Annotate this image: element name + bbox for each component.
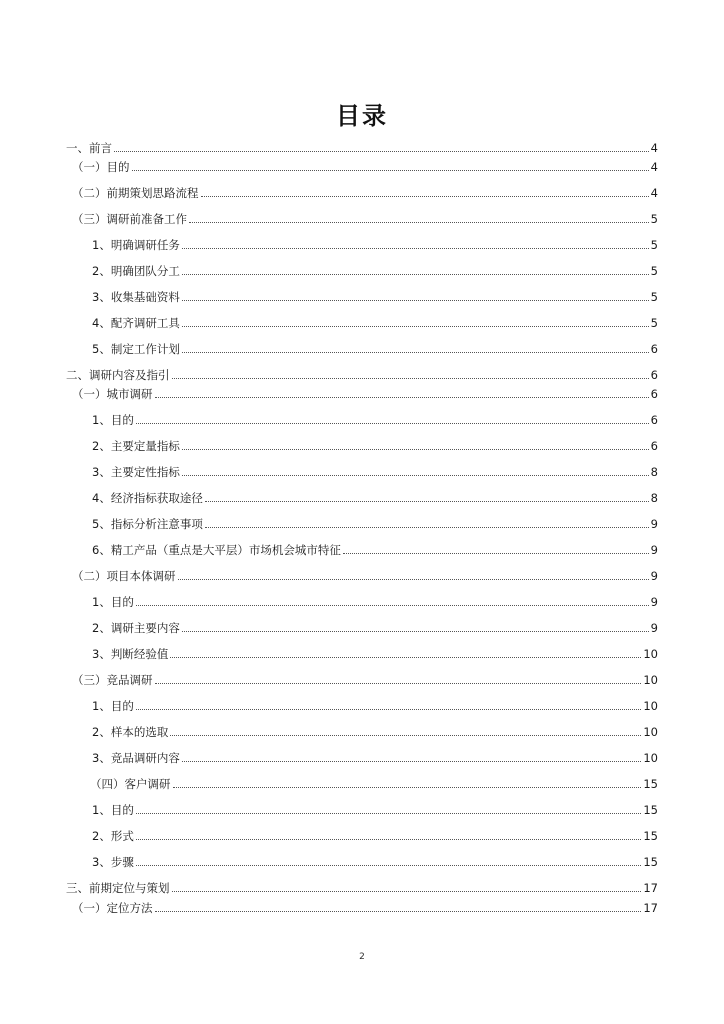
leader-dots (136, 709, 642, 710)
toc-entry-page: 17 (643, 881, 658, 895)
leader-dots (182, 248, 649, 249)
leader-dots (170, 657, 641, 658)
toc-entry[interactable] (72, 186, 658, 200)
toc-entry-page: 15 (643, 829, 658, 843)
toc-entry-label: 5、指标分析注意事项 (92, 517, 203, 531)
toc-entry-label: 3、主要定性指标 (92, 465, 180, 479)
toc-entry-label: 三、前期定位与策划 (66, 881, 170, 895)
leader-dots (136, 423, 649, 424)
toc-entry-page: 9 (650, 517, 658, 531)
toc-entry-page: 9 (650, 569, 658, 583)
toc-entry[interactable] (92, 621, 658, 635)
toc-entry-label: 3、收集基础资料 (92, 290, 180, 304)
toc-entry[interactable] (66, 141, 658, 155)
toc-entry[interactable] (66, 368, 658, 382)
toc-entry[interactable] (92, 725, 658, 739)
toc-entry[interactable] (66, 881, 658, 895)
toc-entry[interactable] (92, 465, 658, 479)
toc-entry-label: 3、步骤 (92, 855, 134, 869)
toc-entry-page: 6 (650, 413, 658, 427)
leader-dots (136, 605, 649, 606)
toc-entry[interactable] (92, 264, 658, 278)
leader-dots (201, 196, 649, 197)
toc-entry-page: 8 (650, 465, 658, 479)
toc-entry[interactable] (92, 517, 658, 531)
toc-entry-page: 10 (643, 647, 658, 661)
toc-entry-label: 2、形式 (92, 829, 134, 843)
toc-entry[interactable] (90, 777, 658, 791)
toc-entry-label: 1、明确调研任务 (92, 238, 180, 252)
leader-dots (182, 761, 642, 762)
leader-dots (172, 378, 649, 379)
toc-entry-page: 15 (643, 803, 658, 817)
toc-entry-label: 1、目的 (92, 803, 134, 817)
toc-entry-page: 10 (643, 673, 658, 687)
toc-entry[interactable] (92, 238, 658, 252)
leader-dots (182, 352, 649, 353)
toc-entry[interactable] (92, 491, 658, 505)
toc-entry-page: 6 (650, 387, 658, 401)
toc-entry-page: 6 (650, 439, 658, 453)
page-title: 目录 (336, 102, 388, 130)
toc-entry-label: （一）城市调研 (72, 387, 153, 401)
toc-entry[interactable] (72, 901, 658, 915)
leader-dots (205, 527, 649, 528)
leader-dots (136, 813, 642, 814)
toc-entry[interactable] (92, 699, 658, 713)
toc-entry-label: 二、调研内容及指引 (66, 368, 170, 382)
toc-entry-label: （二）项目本体调研 (72, 569, 176, 583)
toc-entry-page: 5 (650, 264, 658, 278)
toc-entry-label: 4、经济指标获取途径 (92, 491, 203, 505)
toc-entry[interactable] (92, 439, 658, 453)
toc-entry-label: 3、判断经验值 (92, 647, 169, 661)
toc-entry[interactable] (92, 803, 658, 817)
leader-dots (205, 501, 649, 502)
toc-entry-page: 5 (650, 238, 658, 252)
toc-entry-page: 15 (643, 855, 658, 869)
leader-dots (182, 631, 649, 632)
toc-entry[interactable] (72, 160, 658, 174)
leader-dots (173, 787, 642, 788)
toc-entry[interactable] (92, 342, 658, 356)
toc-entry[interactable] (72, 569, 658, 583)
leader-dots (182, 449, 649, 450)
toc-entry[interactable] (92, 751, 658, 765)
leader-dots (114, 151, 649, 152)
toc-entry-page: 10 (643, 751, 658, 765)
toc-entry-label: 2、主要定量指标 (92, 439, 180, 453)
toc-entry-label: 6、精工产品（重点是大平层）市场机会城市特征 (92, 543, 341, 557)
leader-dots (182, 326, 649, 327)
toc-entry[interactable] (92, 543, 658, 557)
toc-entry-page: 9 (650, 621, 658, 635)
leader-dots (343, 553, 649, 554)
toc-entry-page: 10 (643, 699, 658, 713)
toc-entry[interactable] (72, 212, 658, 226)
toc-entry-label: 3、竞品调研内容 (92, 751, 180, 765)
toc-entry[interactable] (92, 647, 658, 661)
toc-entry-label: 1、目的 (92, 413, 134, 427)
toc-entry-page: 4 (650, 160, 658, 174)
leader-dots (132, 170, 649, 171)
leader-dots (182, 475, 649, 476)
toc-entry-label: （一）定位方法 (72, 901, 153, 915)
toc-entry-page: 4 (650, 141, 658, 155)
toc-entry-page: 4 (650, 186, 658, 200)
toc-entry-label: 1、目的 (92, 699, 134, 713)
leader-dots (182, 274, 649, 275)
toc-entry[interactable] (92, 316, 658, 330)
toc-entry-page: 10 (643, 725, 658, 739)
leader-dots (182, 300, 649, 301)
leader-dots (178, 579, 649, 580)
toc-entry[interactable] (92, 855, 658, 869)
toc-entry-label: 1、目的 (92, 595, 134, 609)
leader-dots (189, 222, 649, 223)
leader-dots (136, 865, 642, 866)
leader-dots (170, 735, 641, 736)
toc-entry-label: 一、前言 (66, 141, 112, 155)
toc-entry-page: 5 (650, 212, 658, 226)
leader-dots (155, 397, 649, 398)
toc-entry[interactable] (92, 290, 658, 304)
toc-entry-page: 5 (650, 290, 658, 304)
leader-dots (172, 891, 642, 892)
toc-entry[interactable] (92, 413, 658, 427)
leader-dots (136, 839, 642, 840)
toc-entry-page: 15 (643, 777, 658, 791)
toc-entry-page: 8 (650, 491, 658, 505)
toc-entry[interactable] (72, 387, 658, 401)
toc-entry-label: （一）目的 (72, 160, 130, 174)
toc-entry-label: 2、调研主要内容 (92, 621, 180, 635)
toc-entry-label: 2、样本的选取 (92, 725, 169, 739)
leader-dots (155, 911, 642, 912)
toc-entry[interactable] (72, 673, 658, 687)
toc-entry-page: 9 (650, 595, 658, 609)
toc-entry-label: （四）客户调研 (90, 777, 171, 791)
toc-entry-label: 4、配齐调研工具 (92, 316, 180, 330)
toc-entry-page: 17 (643, 901, 658, 915)
toc-entry-page: 6 (650, 368, 658, 382)
page-number: 2 (359, 952, 365, 962)
toc-entry-page: 6 (650, 342, 658, 356)
toc-entry-label: （三）调研前准备工作 (72, 212, 187, 226)
toc-entry-label: （二）前期策划思路流程 (72, 186, 199, 200)
toc-entry-page: 5 (650, 316, 658, 330)
toc-entry-label: （三）竞品调研 (72, 673, 153, 687)
toc-entry-label: 2、明确团队分工 (92, 264, 180, 278)
toc-entry-label: 5、制定工作计划 (92, 342, 180, 356)
leader-dots (155, 683, 642, 684)
toc-entry[interactable] (92, 595, 658, 609)
toc-entry[interactable] (92, 829, 658, 843)
toc-entry-page: 9 (650, 543, 658, 557)
